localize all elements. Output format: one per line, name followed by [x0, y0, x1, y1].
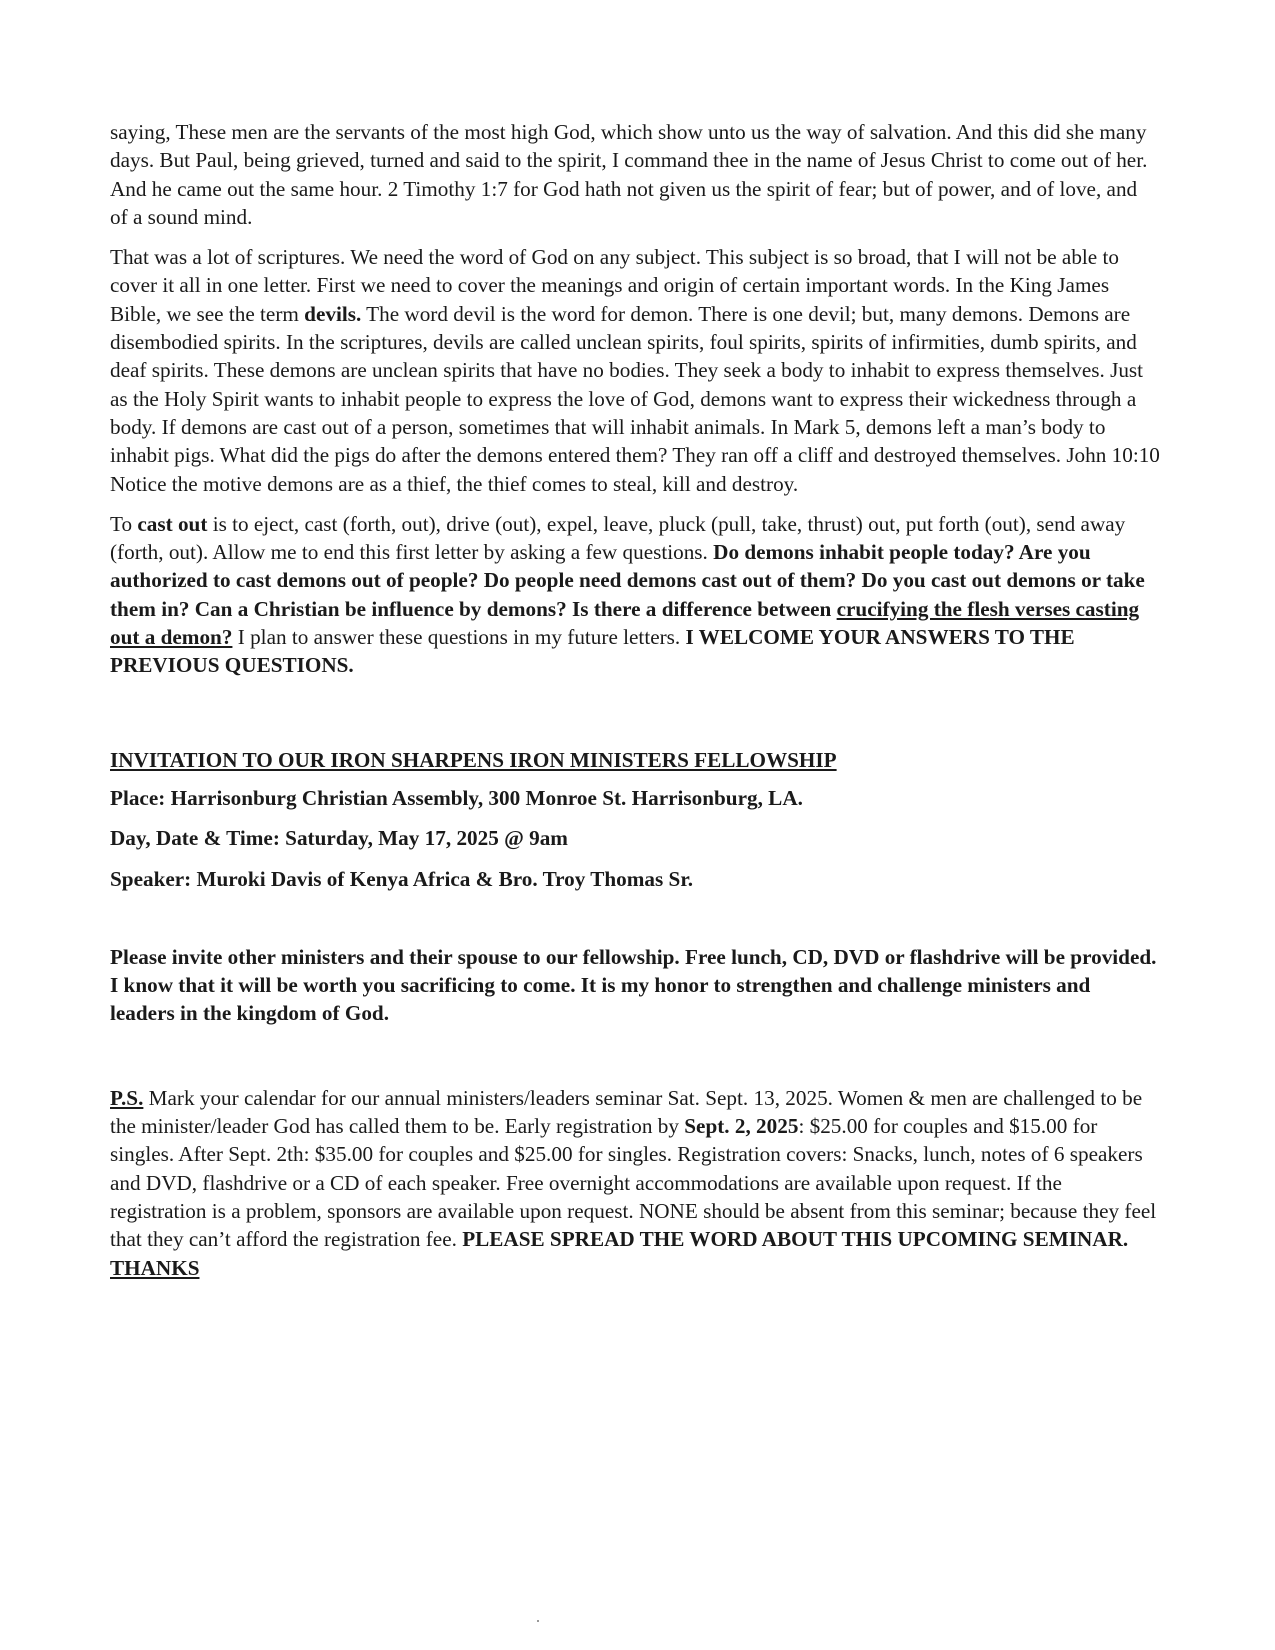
invitation-heading: INVITATION TO OUR IRON SHARPENS IRON MINISTERS FELLOWSHIP	[110, 747, 837, 772]
invitation-datetime: Day, Date & Time: Saturday, May 17, 2025 @ 9am	[110, 826, 568, 851]
term-devils: devils.	[304, 301, 362, 326]
letter-paragraph-2	[110, 243, 1160, 498]
welcome-answers-text: I WELCOME YOUR ANSWERS TO THE PREVIOUS QUESTIONS.	[110, 625, 1075, 678]
ps-thanks: THANKS	[110, 1255, 200, 1280]
paragraph-text: I plan to answer these questions in my future letters.	[232, 625, 686, 650]
invitation-place: Place: Harrisonburg Christian Assembly, 300 Monroe St. Harrisonburg, LA.	[110, 785, 803, 810]
paragraph-text: To	[110, 511, 138, 536]
ps-text: : $25.00 for couples and $15.00 for singles. After Sept. 2th: $35.00 for couples and $25.00 for singles. Registration covers: Snacks, lunch, notes of 6 speakers and DVD, flashdrive or a CD of each speaker. Free overnight accommodations are available upon request. If the registration is a problem, sponsors are available upon request. NONE should be absent from this seminar; because they feel that they can’t afford the registration fee.	[110, 1114, 1157, 1252]
ps-label: P.S.	[110, 1085, 144, 1110]
questions-text: Do demons inhabit people today? Are you authorized to cast demons out of people? Do people need demons cast out of them? Do you cast out demons or take them in? Can a Christian be influence by demons? Is there a difference between	[110, 540, 1145, 621]
letter-paragraph-1	[110, 118, 1160, 231]
questions-underlined: crucifying the flesh verses casting out a demon?	[110, 596, 1140, 650]
ps-text: Mark your calendar for our annual ministers/leaders seminar Sat. Sept. 13, 2025. Women & men are challenged to be the minister/leader God has called them to be. Early registration by	[110, 1085, 1143, 1139]
page-mark	[537, 1620, 539, 1622]
ps-early-date: Sept. 2, 2025	[684, 1114, 799, 1139]
invitation-speaker: Speaker: Muroki Davis of Kenya Africa & Bro. Troy Thomas Sr.	[110, 866, 694, 891]
letter-page	[110, 118, 1160, 1282]
paragraph-text: saying, These men are the servants of the most high God, which show unto us the way of salvation. And this did she many days. But Paul, being grieved, turned and said to the spirit, I command thee in the name of Jesus Christ to come out of her. And he came out the same hour. 2 Timothy 1:7 for God hath not given us the spirit of fear; but of power, and of love, and of a sound mind.	[110, 120, 1148, 229]
ps-spread-word: PLEASE SPREAD THE WORD ABOUT THIS UPCOMING SEMINAR.	[462, 1227, 1129, 1252]
paragraph-text: That was a lot of scriptures. We need the word of God on any subject. This subject is so broad, that I will not be able to cover it all in one letter. First we need to cover the meanings and origin of certain important words. In the King James Bible, we see the term	[110, 245, 1119, 326]
letter-paragraph-3	[110, 510, 1160, 680]
paragraph-text: is to eject, cast (forth, out), drive (out), expel, leave, pluck (pull, take, thrust) out, put forth (out), send away (forth, out). Allow me to end this first letter by asking a few questions.	[110, 511, 1126, 565]
postscript	[110, 1084, 1160, 1282]
paragraph-text: The word devil is the word for demon. There is one devil; but, many demons. Demons are disembodied spirits. In the scriptures, devils are called unclean spirits, foul spirits, spirits of infirmities, dumb spirits, and deaf spirits. These demons are unclean spirits that have no bodies. They seek a body to inhabit to express themselves. Just as the Holy Spirit wants to inhabit people to express the love of God, demons want to express their wickedness through a body. If demons are cast out of a person, sometimes that will inhabit animals. In Mark 5, demons left a man’s body to inhabit pigs. What did the pigs do after the demons entered them? They ran off a cliff and destroyed themselves. John 10:10 Notice the motive demons are as a thief, the thief comes to steal, kill and destroy.	[110, 301, 1160, 496]
term-cast-out: cast out	[137, 511, 208, 536]
invitation-note: Please invite other ministers and their spouse to our fellowship. Free lunch, CD, DVD or flashdrive will be provided. I know that it will be worth you sacrificing to come. It is my honor to strengthen and challenge ministers and leaders in the kingdom of God.	[110, 944, 1157, 1026]
